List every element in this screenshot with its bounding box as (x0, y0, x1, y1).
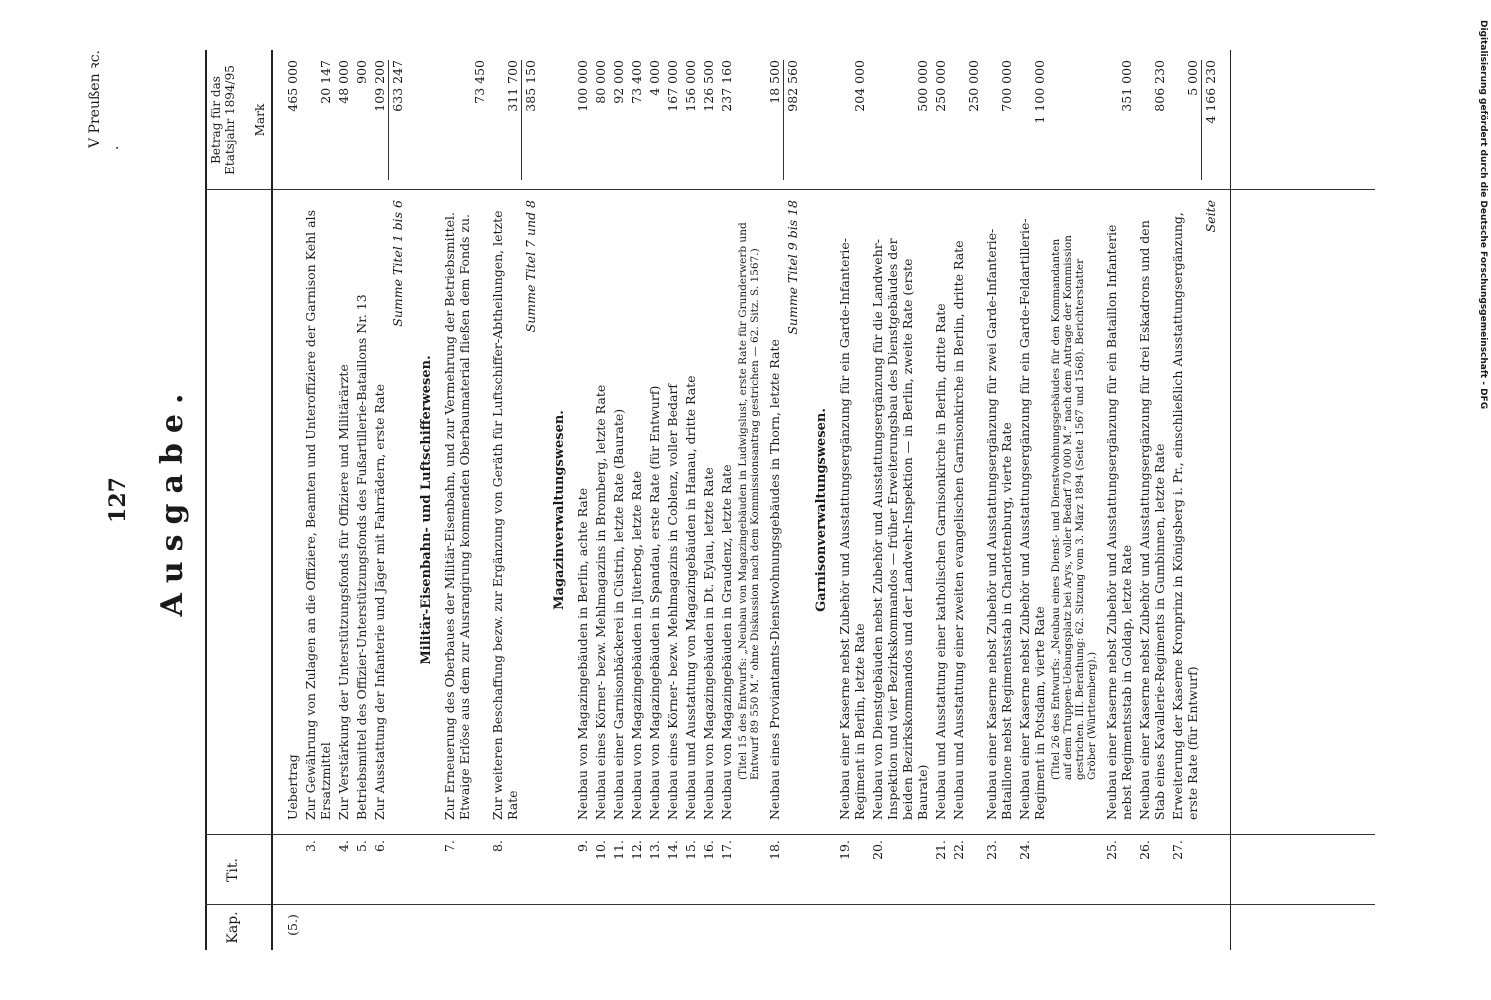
col-header-tit: Tit. (225, 858, 241, 882)
title-number: 5. (354, 840, 369, 852)
title-number: 7. (442, 840, 457, 852)
item-text: Neubau und Ausstattung einer zweiten evangelischen Garnisonkirche in Berlin, dritte Rate (951, 240, 966, 820)
item-text: Neubau von Magazingebäuden in Dt. Eylau, letzte Rate (701, 467, 716, 820)
amount: 109 200 (372, 60, 387, 112)
sum-label: Summe Titel 1 bis 6 (390, 200, 405, 327)
side-caption (1478, 20, 1490, 660)
running-head: V Preußen ꝛc. (87, 50, 103, 149)
title-number: 26. (1137, 840, 1152, 860)
amount: 20 147 (318, 60, 333, 104)
item-text: Neubau einer Kaserne nebst Zubehör und Ausstattungsergänzung für ein Bataillon Infanterie nebst Regimentsstab in Goldap, letzte Rate (1104, 224, 1134, 820)
amount: 156 000 (683, 60, 698, 112)
item-text: Betriebsmittel des Offizier-Unterstützungsfonds des Fußartillerie-Bataillons Nr. 13 (354, 294, 369, 820)
sum-amount: 982 560 (785, 60, 800, 112)
title-number: 8. (490, 840, 505, 852)
sum-rule (521, 60, 522, 180)
title-number: 25. (1104, 840, 1119, 860)
sum-label: Summe Titel 9 bis 18 (785, 200, 800, 335)
item-text: Neubau einer Garnisonbäckerei in Cüstrin, letzte Rate (Baurate) (611, 408, 626, 820)
amount: 1 100 000 (1032, 60, 1047, 124)
item-text: Neubau von Magazingebäuden in Spandau, erste Rate (für Entwurf) (647, 385, 662, 820)
rotated-page (75, 50, 1385, 950)
item-text: Neubau und Ausstattung von Magazingebäuden in Hanau, dritte Rate (683, 375, 698, 820)
amount: 250 000 (966, 60, 981, 112)
amount: 18 500 (767, 60, 782, 104)
item-text: Neubau und Ausstattung einer katholischen Garnisonkirche in Berlin, dritte Rate (933, 303, 948, 820)
amount: 100 000 (575, 60, 590, 112)
sum-amount: 4 166 230 (1203, 60, 1218, 124)
item-text: Neubau eines Körner- bezw. Mehlmagazins in Bromberg, letzte Rate (593, 384, 608, 820)
amount: 48 000 (336, 60, 351, 104)
amount: 311 700 (505, 60, 520, 112)
title-number: 21. (933, 840, 948, 860)
col-header-kap: Kap. (225, 911, 241, 944)
amount: 73 450 (472, 60, 487, 104)
title-number: 3. (303, 840, 318, 852)
title-number: 4. (336, 840, 351, 852)
title-number: 10. (593, 840, 608, 860)
title-number: 6. (372, 840, 387, 852)
amount: 237 160 (719, 60, 734, 112)
amount: 92 000 (611, 60, 626, 104)
item-text: Neubau von Dienstgebäuden nebst Zubehör und Ausstattungsergänzung für die Landwehr-Inspektion und vier Bezirkskommandos — früher Erweiterungsbau des Dienstgebäudes der beiden Bezirkskommandos und der Landwehr-Inspektion — in Berlin, zweite Rate (erste Baurate) (870, 238, 930, 820)
note-text: (Titel 26 des Entwurfs: „Neubau eines Dienst- und Dienstwohnungsgebäudes für den Kommandanten auf dem Truppen-Uebungsplatz bei Arys, voller Bedarf 70 000 M.“ nach dem Antrage der Kommission gestrichen. III. Berathung: 62. Sitzung vom 3. März 1894 (Seite 1567 und 1568). Berichterstatter Gröber (Württemberg).) (1050, 235, 1098, 780)
item-text: Neubau einer Kaserne nebst Zubehör und Ausstattungsergänzung für drei Eskadrons und den Stab eines Kavallerie-Regiments in Gumbinnen, letzte Rate (1137, 220, 1167, 820)
item-text: Zur Erneuerung des Oberbaues der Militär-Eisenbahn, und zur Vermehrung der Betriebsmittel. Etwaige Erlöse aus dem zur Ausrangirung kommenden Oberbaumaterial fließen dem Fonds zu. (442, 211, 472, 820)
col-header-unit: Mark (253, 103, 267, 137)
title-number: 12. (629, 840, 644, 860)
title-number: 18. (767, 840, 782, 860)
page-number: 127 (105, 477, 131, 523)
title-number: 15. (683, 840, 698, 860)
amount: 5 000 (1185, 60, 1200, 96)
col-header-amount: Betrag für das Etatsjahr 1894/95 (209, 65, 237, 175)
title-number: 9. (575, 840, 590, 852)
column-divider (205, 834, 1375, 835)
item-text: Neubau eines Körner- bezw. Mehlmagazins in Coblenz, voller Bedarf (665, 383, 680, 820)
amount: 80 000 (593, 60, 608, 104)
item-text: Uebertrag (285, 754, 300, 820)
column-divider (205, 189, 1375, 190)
item-text: Neubau einer Kaserne nebst Zubehör und Ausstattungsergänzung für zwei Garde-Infanterie-Bataillone nebst Regimentsstab in Charlottenburg, vierte Rate (984, 228, 1014, 820)
amount: 167 000 (665, 60, 680, 112)
page-title: Ausgabe. (155, 383, 190, 617)
amount: 351 000 (1119, 60, 1134, 112)
section-heading: Garnisonverwaltungswesen. (814, 408, 829, 612)
item-text: Neubau von Magazingebäuden in Berlin, achte Rate (575, 487, 590, 820)
item-text: Zur Gewährung von Zulagen an die Offiziere, Beamten und Unteroffiziere der Garnison Kehl als Ersatzmittel (303, 210, 333, 820)
kap-number: (5.) (285, 914, 300, 936)
item-text: Erweiterung der Kaserne Kronprinz in Königsberg i. Pr., einschließlich Ausstattungsergänzung, erste Rate (für Entwurf) (1170, 212, 1200, 820)
title-number: 19. (837, 840, 852, 860)
title-number: 13. (647, 840, 662, 860)
table-bottom-rule (1230, 50, 1231, 950)
title-number: 23. (984, 840, 999, 860)
title-number: 20. (870, 840, 885, 860)
amount: 126 500 (701, 60, 716, 112)
item-text: Neubau von Magazingebäuden in Graudenz, letzte Rate (719, 464, 734, 820)
top-dot: · (110, 145, 126, 150)
sum-label: Seite (1203, 200, 1218, 233)
item-text: Zur weiteren Beschaffung bezw. zur Ergänzung von Geräth für Luftschiffer-Abtheilungen, letzte Rate (490, 210, 520, 820)
amount: 900 (354, 60, 369, 84)
title-number: 24. (1017, 840, 1032, 860)
amount: 204 000 (852, 60, 867, 112)
amount: 465 000 (285, 60, 300, 112)
item-text: Zur Verstärkung der Unterstützungsfonds für Offiziere und Militärärzte (336, 364, 351, 820)
title-number: 14. (665, 840, 680, 860)
table-top-rule (205, 50, 207, 950)
amount: 700 000 (999, 60, 1014, 112)
item-text: Neubau eines Proviantamts-Dienstwohnungsgebäudes in Thorn, letzte Rate (767, 339, 782, 820)
amount: 4 000 (647, 60, 662, 96)
sum-amount: 385 150 (523, 60, 538, 112)
title-number: 11. (611, 840, 626, 860)
header-rule (271, 50, 273, 950)
sum-rule (1201, 60, 1202, 180)
title-number: 22. (951, 840, 966, 860)
title-number: 16. (701, 840, 716, 860)
dfg-caption-text: Digitalisierung gefördert durch die Deutsche Forschungsgemeinschaft - DFG (1478, 20, 1488, 410)
sum-rule (783, 60, 784, 180)
sum-label: Summe Titel 7 und 8 (523, 200, 538, 333)
budget-table (205, 50, 1375, 950)
title-number: 27. (1170, 840, 1185, 860)
amount: 73 400 (629, 60, 644, 104)
column-divider (205, 904, 1375, 905)
note-text: (Titel 15 des Entwurfs: „Neubau von Magazingebäuden in Ludwigslust, erste Rate für Grunderwerb und Entwurf 89 550 M.“ ohne Diskussion nach dem Kommissionsantrag gestrichen — 62. Sitz. S. 1567.) (737, 222, 761, 780)
section-heading: Magazinverwaltungswesen. (552, 410, 567, 610)
item-text: Neubau von Magazingebäuden in Jüterbog, letzte Rate (629, 470, 644, 820)
sum-amount: 633 247 (390, 60, 405, 112)
item-text: Neubau einer Kaserne nebst Zubehör und Ausstattungsergänzung für ein Garde-Feldartillerie-Regiment in Potsdam, vierte Rate (1017, 218, 1047, 820)
item-text: Zur Ausstattung der Infanterie und Jäger mit Fahrrädern, erste Rate (372, 383, 387, 820)
title-number: 17. (719, 840, 734, 860)
item-text: Neubau einer Kaserne nebst Zubehör und Ausstattungsergänzung für ein Garde-Infanterie-Regiment in Berlin, letzte Rate (837, 238, 867, 820)
amount: 806 230 (1152, 60, 1167, 112)
amount: 250 000 (933, 60, 948, 112)
section-heading: Militär-Eisenbahn- und Luftschifferwesen. (419, 355, 434, 665)
sum-rule (388, 60, 389, 180)
amount: 500 000 (915, 60, 930, 112)
